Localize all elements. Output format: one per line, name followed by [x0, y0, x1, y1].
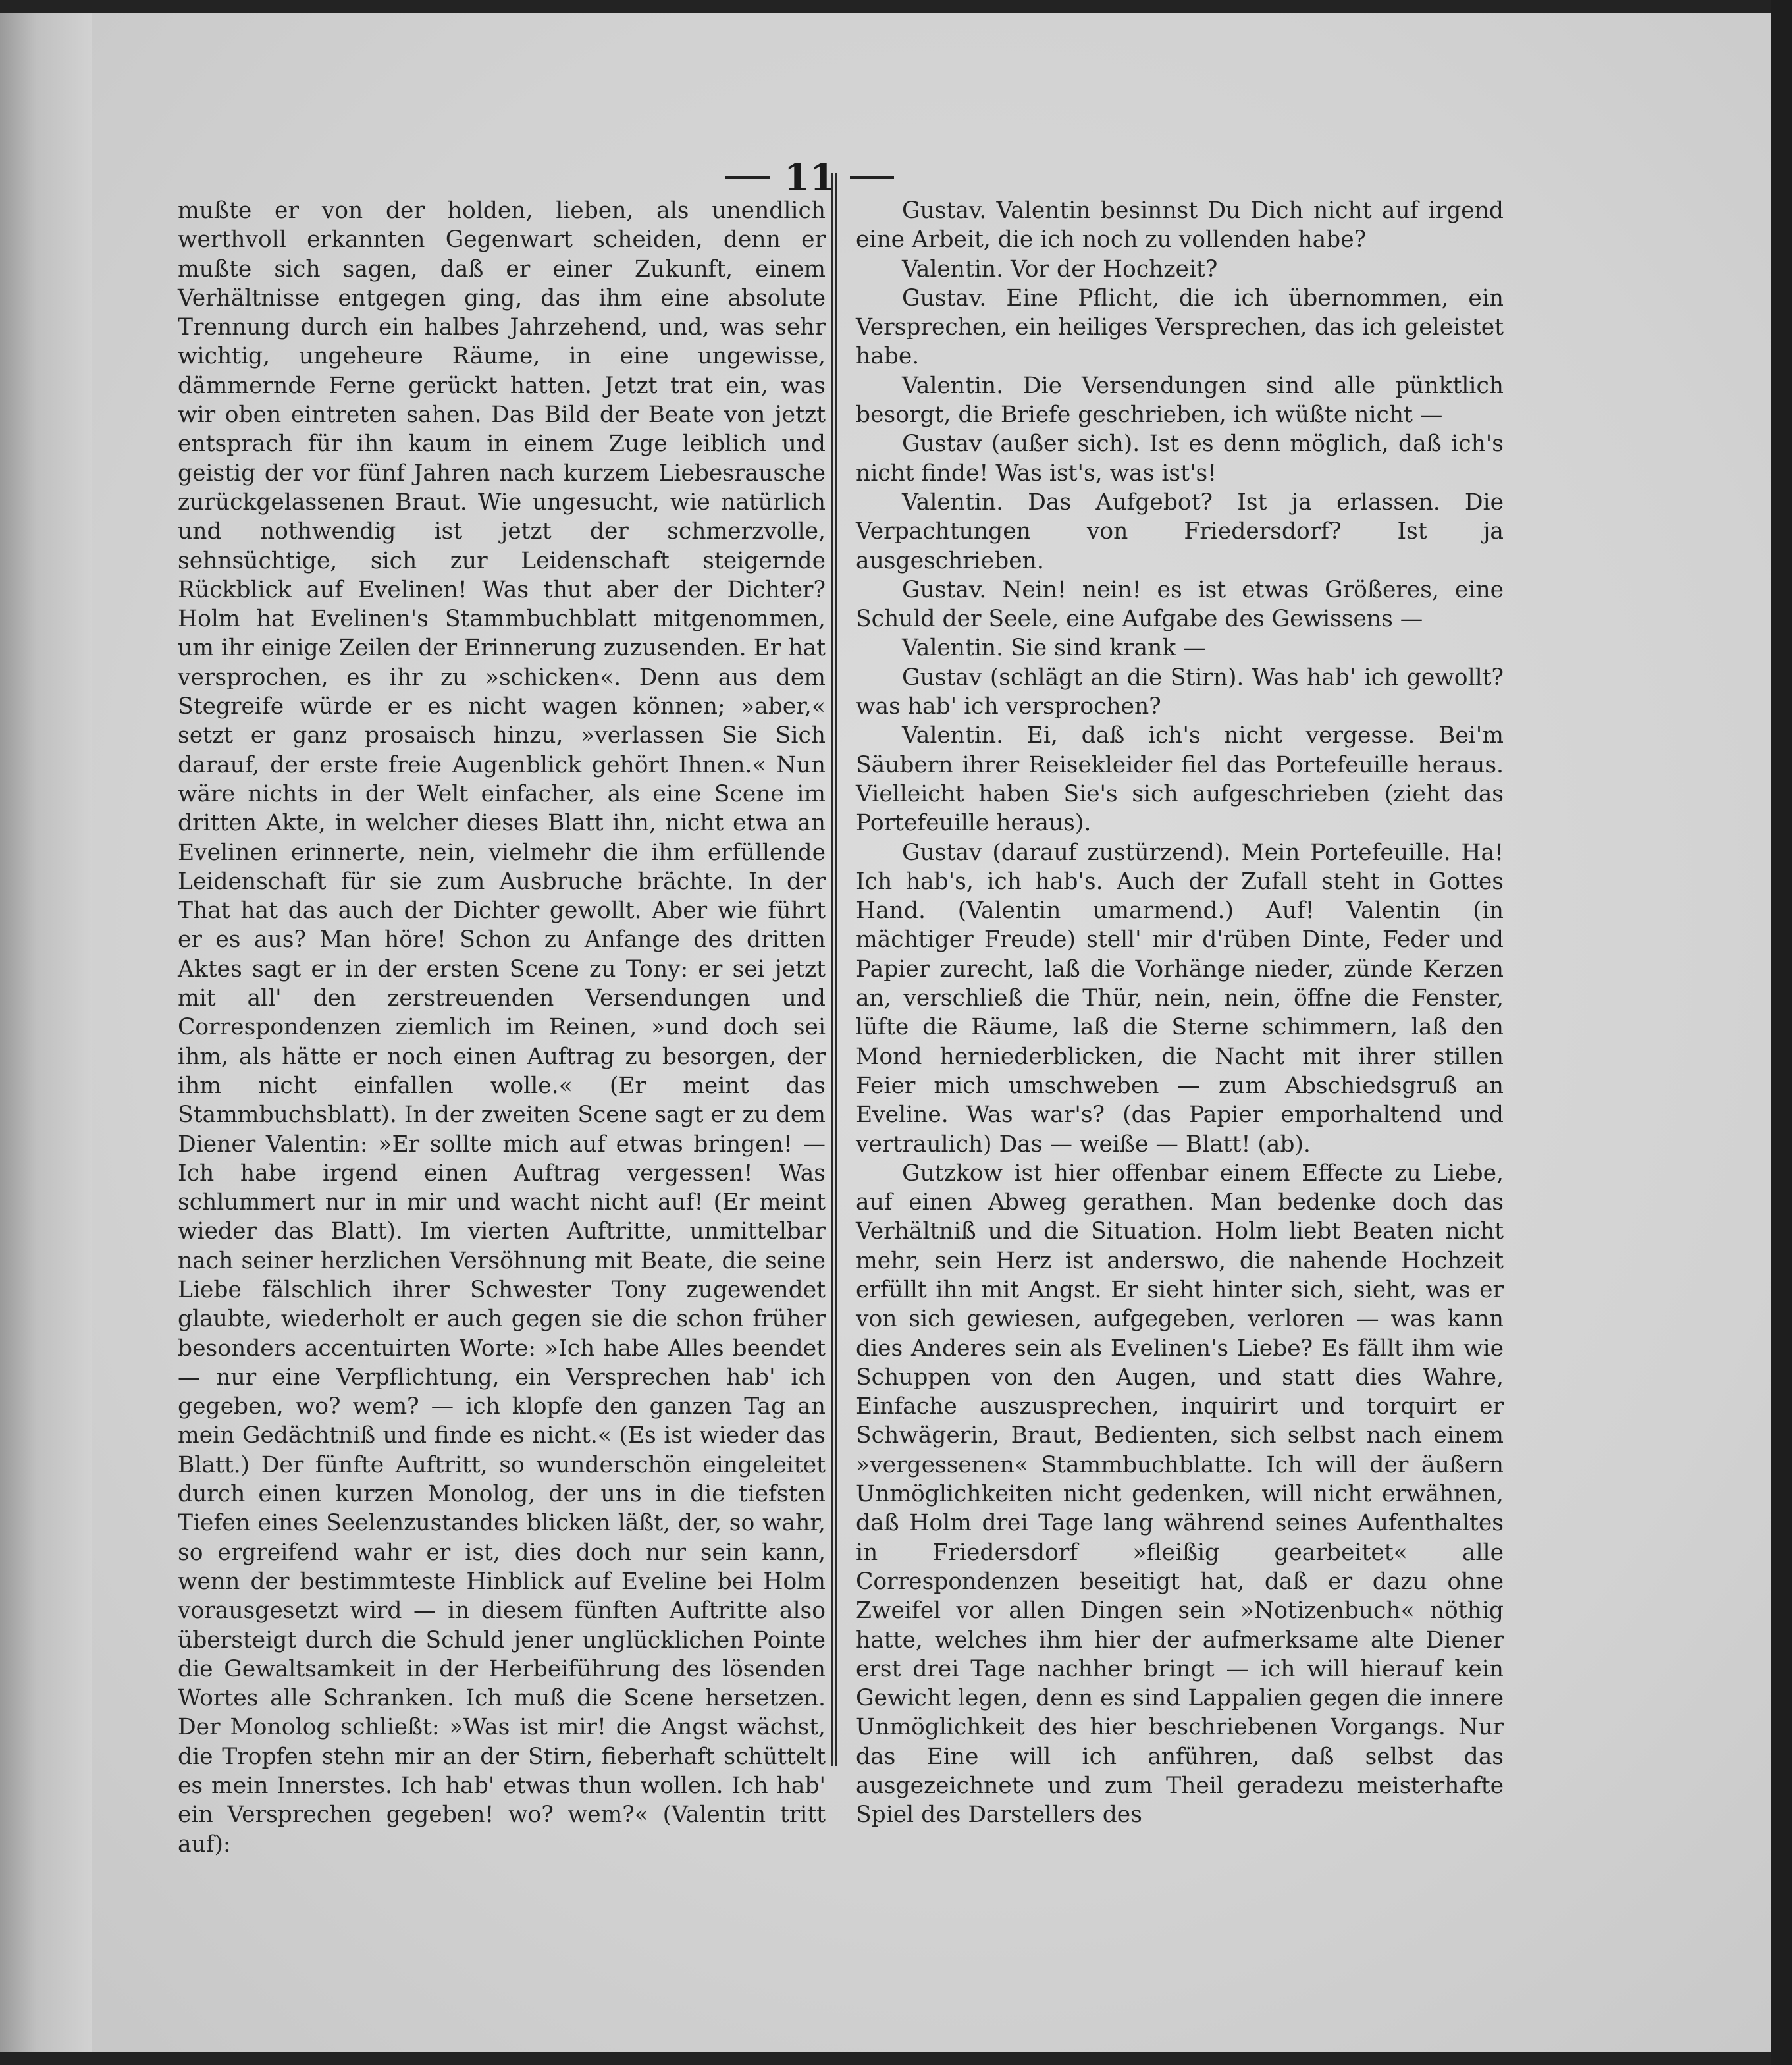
right-paragraph-2: Valentin. Vor der Hochzeit? [902, 255, 1218, 282]
scan-edge [1771, 0, 1792, 2065]
page-number: 11 [711, 151, 909, 204]
right-paragraph-3: Gustav. Eine Pflicht, die ich übernommen, ein Versprechen, ein heiliges Versprechen, das ich geleistet habe. [856, 284, 1504, 370]
right-paragraph-1: Gustav. Valentin besinnst Du Dich nicht auf irgend eine Arbeit, die ich noch zu vollenden habe? [856, 198, 1504, 254]
right-paragraph-9: Gustav (schlägt an die Stirn). Was hab' ich gewollt? was hab' ich versprochen? [856, 664, 1504, 720]
left-paragraph-1: mußte er von der holden, lieben, als unendlich werthvoll erkannten Gegenwart scheiden, denn er mußte sich sagen, daß er einer Zukunft, einem Verhältnisse entgegen ging, das ihm eine absolute Trennung durch ein halbes Jahrzehend, und, was sehr wichtig, ungeheure Räume, in eine ungewisse, dämmernde Ferne gerückt hatten. Jetzt trat ein, was wir oben eintreten sahen. Das Bild der Beate von jetzt entsprach für ihn kaum in einem Zuge leiblich und geistig der vor fünf Jahren nach kurzem Liebesrausche zurückgelassenen Braut. Wie ungesucht, wie natürlich und nothwendig ist jetzt der schmerzvolle, sehnsüchtige, sich zur Leidenschaft steigernde Rückblick auf Evelinen! Was thut aber der Dichter? Holm hat Evelinen's Stammbuchblatt mitgenommen, um ihr einige Zeilen der Erinnerung zuzusenden. Er hat versprochen, es ihr zu »schicken«. Denn aus dem Stegreife würde er es nicht wagen können; »aber,« setzt er ganz prosaisch hinzu, »verlassen Sie Sich darauf, der erste freie Augenblick gehört Ihnen.« Nun wäre nichts in der Welt einfacher, als eine Scene im dritten Akte, in welcher dieses Blatt ihn, nicht etwa an Evelinen erinnerte, nein, vielmehr die ihm erfüllende Leidenschaft für sie zum Ausbruche brächte. In der That hat das auch der Dichter gewollt. Aber wie führt er es aus? Man höre! Schon zu Anfange des dritten Aktes sagt er in der ersten Scene zu Tony: er sei jetzt mit all' den zerstreuenden Versendungen und Correspondenzen ziemlich im Reinen, »und doch sei ihm, als hätte er noch einen Auftrag zu besorgen, der ihm nicht einfallen wolle.« (Er meint das Stammbuchsblatt). In der zweiten Scene sagt er zu dem Diener Valentin: »Er sollte mich auf etwas bringen! — Ich habe irgend einen Auftrag vergessen! Was schlummert nur in mir und wacht nicht auf! (Er meint wieder das Blatt). Im vierten Auftritte, unmittelbar nach seiner herzlichen Versöhnung mit Beate, die seine Liebe fälschlich ihrer Schwester Tony zugewendet glaubte, wiederholt er auch gegen sie die schon früher besonders accentuirten Worte: »Ich habe Alles beendet — nur eine Verpflichtung, ein Versprechen hab' ich gegeben, wo? wem? — ich klopfe den ganzen Tag an mein Gedächtniß und finde es nicht.« (Es ist wieder das Blatt.) Der fünfte Auftritt, so wunderschön eingeleitet durch einen kurzen Monolog, der uns in die tiefsten Tiefen eines Seelenzustandes blicken läßt, der, so wahr, so ergreifend wahr er ist, dies doch nur sein kann, wenn der bestimmteste Hinblick auf Eveline bei Holm vorausgesetzt wird — in diesem fünften Auftritte also übersteigt durch die Schuld jener unglücklichen Pointe die Gewaltsamkeit in der Herbeiführung des lösenden Wortes alle Schranken. Ich muß die Scene hersetzen. Der Monolog schließt: »Was ist mir! die Angst wächst, die Tropfen stehn mir an der Stirn, fieberhaft schüttelt es mein Innerstes. Ich hab' etwas thun wollen. Ich hab' ein Versprechen gegeben! wo? wem?« (Valentin tritt auf): [178, 198, 826, 1858]
left-column [178, 196, 826, 1858]
right-paragraph-11: Gustav (darauf zustürzend). Mein Portefeuille. Ha! Ich hab's, ich hab's. Auch der Zufall steht in Gottes Hand. (Valentin umarmend.) Auf! Valentin (in mächtiger Freude) stell' mir d'rüben Dinte, Feder und Papier zurecht, laß die Vorhänge nieder, zünde Kerzen an, verschließ die Thür, nein, nein, öffne die Fenster, lüfte die Räume, laß die Sterne schimmern, laß den Mond herniederblicken, die Nacht mit ihrer stillen Feier mich umschweben — zum Abschiedsgruß an Eveline. Was war's? (das Papier emporhaltend und vertraulich) Das — weiße — Blatt! (ab). [856, 839, 1504, 1158]
right-paragraph-5: Gustav (außer sich). Ist es denn möglich, daß ich's nicht finde! Was ist's, was ist's! [856, 431, 1504, 487]
right-paragraph-12: Gutzkow ist hier offenbar einem Effecte zu Liebe, auf einen Abweg gerathen. Man bedenke doch das Verhältniß und die Situation. Holm liebt Beaten nicht mehr, sein Herz ist anderswo, die nahende Hochzeit erfüllt ihn mit Angst. Er sieht hinter sich, sieht, was er von sich gewiesen, aufgegeben, verloren — was kann dies Anderes sein als Evelinen's Liebe? Es fällt ihm wie Schuppen von den Augen, und statt dies Wahre, Einfache auszusprechen, inquirirt und torquirt er Schwägerin, Braut, Bedienten, sich selbst nach einem »vergessenen« Stammbuchblatte. Ich will der äußern Unmöglichkeiten nicht gedenken, will nicht erwähnen, daß Holm drei Tage lang während seines Aufenthaltes in Friedersdorf »fleißig gearbeitet« alle Correspondenzen beseitigt hat, daß er dazu ohne Zweifel vor allen Dingen sein »Notizenbuch« nöthig hatte, welches ihm hier der aufmerksame alte Diener erst drei Tage nachher bringt — ich will hierauf kein Gewicht legen, denn es sind Lappalien gegen die innere Unmöglichkeit des hier beschriebenen Vorgangs. Nur das Eine will ich anführen, daß selbst das ausgezeichnete und zum Theil geradezu meisterhafte Spiel des Darstellers des [856, 1160, 1504, 1829]
right-paragraph-10: Valentin. Ei, daß ich's nicht vergesse. Bei'm Säubern ihrer Reisekleider fiel das Portefeuille heraus. Vielleicht haben Sie's sich aufgeschrieben (zieht das Portefeuille heraus). [856, 722, 1504, 837]
right-paragraph-6: Valentin. Das Aufgebot? Ist ja erlassen. Die Verpachtungen von Friedersdorf? Ist ja ausgeschrieben. [856, 489, 1504, 574]
right-paragraph-8: Valentin. Sie sind krank — [902, 635, 1206, 662]
column-divider [831, 173, 837, 1766]
right-paragraph-7: Gustav. Nein! nein! es ist etwas Größeres, eine Schuld der Seele, eine Aufgabe des Gewissens — [856, 576, 1504, 633]
binding-shadow [0, 13, 92, 2052]
right-paragraph-4: Valentin. Die Versendungen sind alle pünktlich besorgt, die Briefe geschrieben, ich wüßte nicht — [856, 372, 1504, 429]
right-column [856, 196, 1504, 1829]
